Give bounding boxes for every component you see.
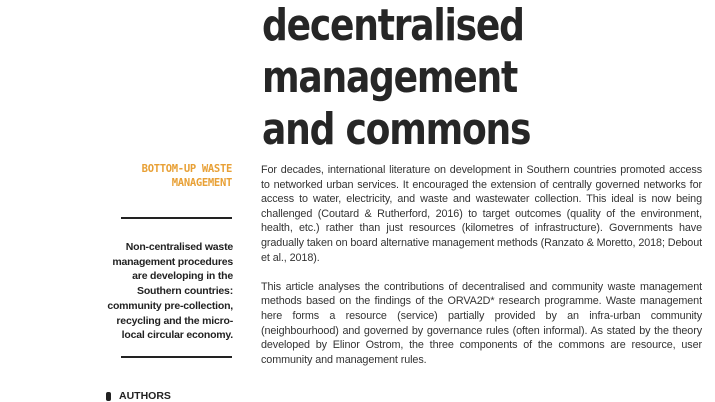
section-kicker bbox=[120, 162, 232, 190]
title-line-2: management bbox=[262, 52, 517, 103]
authors-heading bbox=[106, 390, 171, 402]
kicker-line-1: BOTTOM-UP WASTE bbox=[141, 163, 232, 175]
bullet-icon bbox=[106, 392, 111, 401]
body-paragraph-1: For decades, international literature on development in Southern countries promoted access to networked urban services. It encouraged the extension of centrally governed networks for access to water, electricity, and waste and wastewater collection. This ideal is now being challenged (Coutard & Rutherford, 2016) to target outcomes (quality of the environment, health, etc.) rather than just resources (kilometres of infrastructure). Governments have gradually taken on board alternative management methods (Ranzato & Moretto, 2018; Debout et al., 2018). bbox=[261, 164, 702, 264]
article-body bbox=[261, 163, 702, 382]
abstract-text: Non-centralised waste management procedures are developing in the Southern countries: community pre-collection, recycling and the micro-local circular economy. bbox=[107, 241, 233, 342]
divider-top bbox=[121, 217, 232, 219]
kicker-line-2: MANAGEMENT bbox=[171, 177, 232, 189]
divider-bottom bbox=[121, 356, 232, 358]
body-paragraph-2: This article analyses the contributions of decentralised and community waste management methods based on the findings of the ORVA2D* research programme. Waste management here forms a resource (service) partially provided by an infra-urban community (neighbourhood) and governed by governance rules (often informal). As stated by the theory developed by Elinor Ostrom, the three components of the commons are resource, user community and management rules. bbox=[261, 280, 702, 366]
authors-label: AUTHORS bbox=[119, 390, 171, 402]
article-title bbox=[262, 0, 623, 156]
title-line-1: decentralised bbox=[262, 0, 524, 51]
title-line-3: and commons bbox=[262, 104, 531, 155]
